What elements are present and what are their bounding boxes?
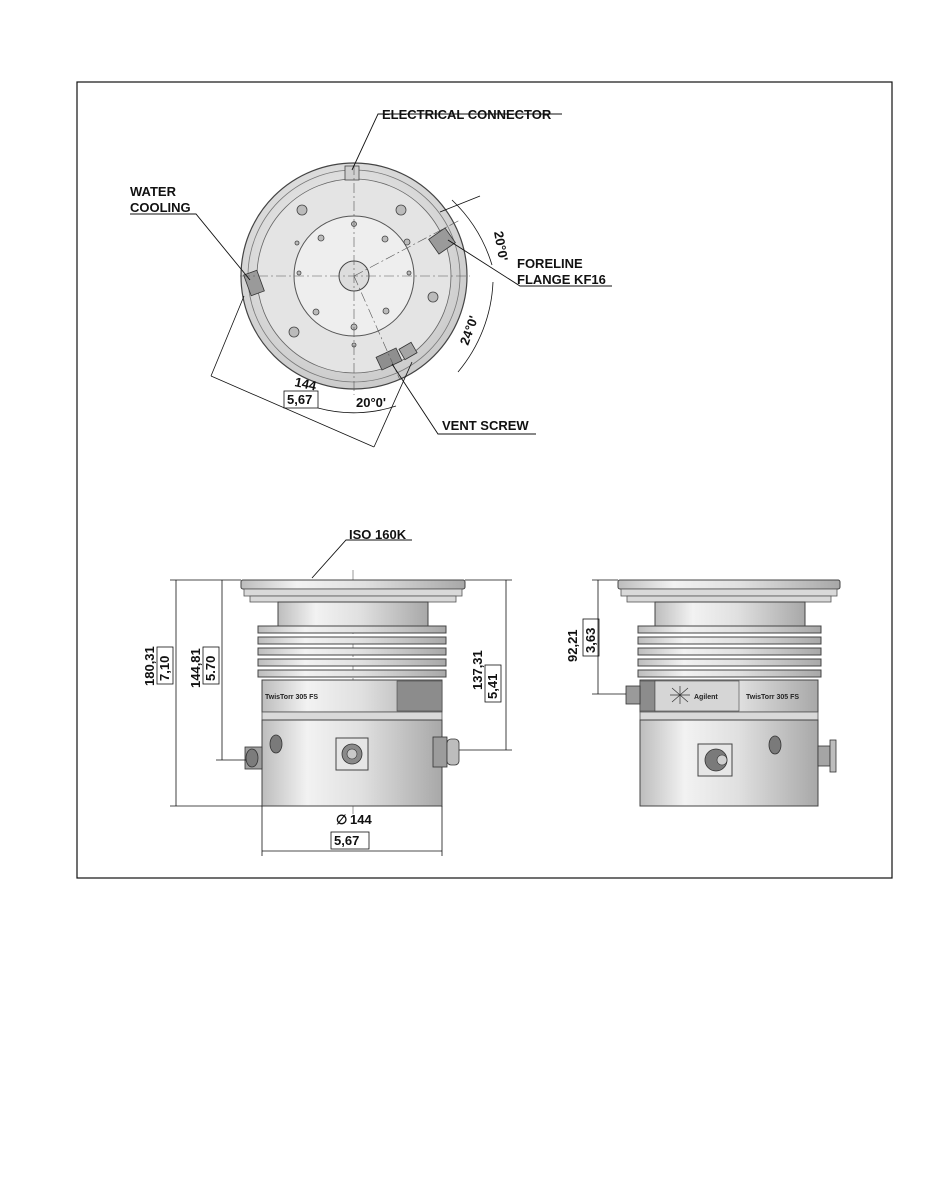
angle-top-label: 20°0' <box>491 229 512 263</box>
front-diameter-in: 5,67 <box>334 833 360 848</box>
top-diameter-in: 5,67 <box>287 392 313 407</box>
front-right-fitting <box>433 737 447 767</box>
front-badge-text: TwisTorr 305 FS <box>265 694 319 701</box>
front-view <box>157 540 512 856</box>
water-cooling-label-line1: WATER <box>130 184 176 199</box>
front-right-height-in: 5,41 <box>485 673 500 699</box>
front-total-height-in: 7,10 <box>157 655 172 681</box>
cooling-fins <box>258 626 446 677</box>
iso-flange-label: ISO 160K <box>349 527 407 542</box>
electrical-connector-label: ELECTRICAL CONNECTOR <box>382 107 552 122</box>
side-screw <box>769 736 781 754</box>
side-left-fitting <box>626 686 640 704</box>
side-view <box>583 580 840 806</box>
angle-bottom-label: 20°0' <box>356 395 386 410</box>
front-flange-height-mm: 144,81 <box>188 648 203 688</box>
side-iso-flange <box>618 580 840 589</box>
agilent-spark-icon <box>670 686 690 704</box>
side-right-fitting <box>818 746 830 766</box>
side-brand-text: Agilent <box>694 694 718 701</box>
front-screw-left <box>270 735 282 753</box>
vent-screw-label: VENT SCREW <box>442 418 529 433</box>
angle-right-label: 24°0' <box>456 313 482 348</box>
side-badge-text: TwisTorr 305 FS <box>746 694 800 701</box>
water-cooling-label-line2: COOLING <box>130 200 191 215</box>
iso-flange-top <box>241 580 465 589</box>
front-total-height-mm: 180,31 <box>142 646 157 686</box>
electrical-connector-port <box>345 166 359 180</box>
side-height-mm: 92,21 <box>565 629 580 662</box>
front-diameter-symbol: ∅ <box>336 812 348 827</box>
side-height-in: 3,63 <box>583 627 598 653</box>
foreline-label-line2: FLANGE KF16 <box>517 272 606 287</box>
front-diameter-mm: 144 <box>350 812 372 827</box>
top-diameter-mm: 144 <box>293 374 318 394</box>
front-right-height-mm: 137,31 <box>470 650 485 690</box>
foreline-label-line1: FORELINE <box>517 256 583 271</box>
front-flange-height-in: 5.70 <box>203 655 218 681</box>
